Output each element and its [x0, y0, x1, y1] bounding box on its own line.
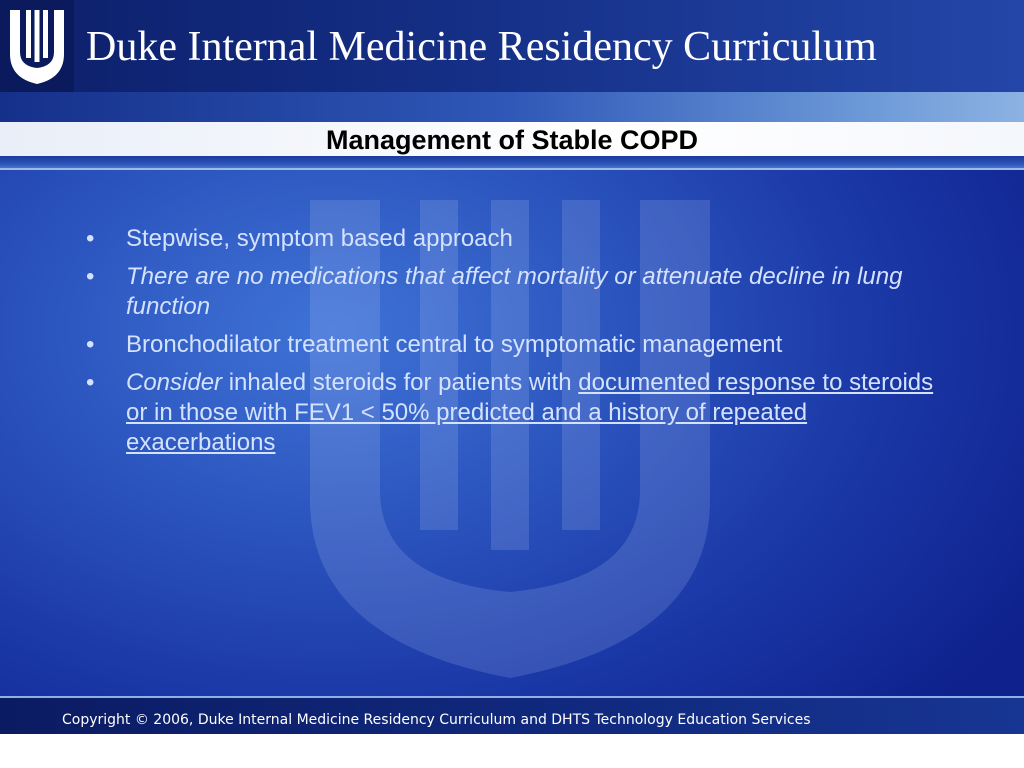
- bullet-item: [86, 262, 946, 322]
- bullet-marker: •: [86, 331, 95, 358]
- bullet-text: Stepwise, symptom based approach: [126, 225, 513, 252]
- bullet-text: documented response to steroids or in those with FEV1 < 50% predicted and a history of repeated exacerbations: [126, 369, 934, 456]
- header-band: [0, 92, 1024, 122]
- bullet-item: [86, 224, 946, 254]
- bullet-list: [86, 224, 946, 466]
- slide-title: Management of Stable COPD: [325, 125, 699, 155]
- logo-box: [0, 0, 74, 92]
- header-title: Duke Internal Medicine Residency Curriculum: [86, 24, 877, 70]
- bullet-item: [86, 330, 946, 360]
- bullet-text: Bronchodilator treatment central to symptomatic management: [126, 331, 783, 358]
- title-divider-highlight: [0, 168, 1024, 170]
- bullet-text: There are no medications that affect mortality or attenuate decline in lung function: [126, 263, 903, 320]
- footer-bar: [0, 698, 1024, 734]
- slide-title-bar: [0, 122, 1024, 156]
- bullet-marker: •: [86, 369, 95, 396]
- header-bar: [0, 0, 1024, 92]
- bullet-item: [86, 368, 946, 458]
- footer-copyright: Copyright © 2006, Duke Internal Medicine Residency Curriculum and DHTS Technology Education Services: [62, 712, 811, 728]
- bullet-marker: •: [86, 263, 95, 290]
- duke-shield-logo-icon: [6, 6, 68, 86]
- bullet-marker: •: [86, 225, 95, 252]
- bullet-text: inhaled steroids for patients with: [222, 369, 579, 396]
- bullet-text: Consider: [126, 369, 223, 396]
